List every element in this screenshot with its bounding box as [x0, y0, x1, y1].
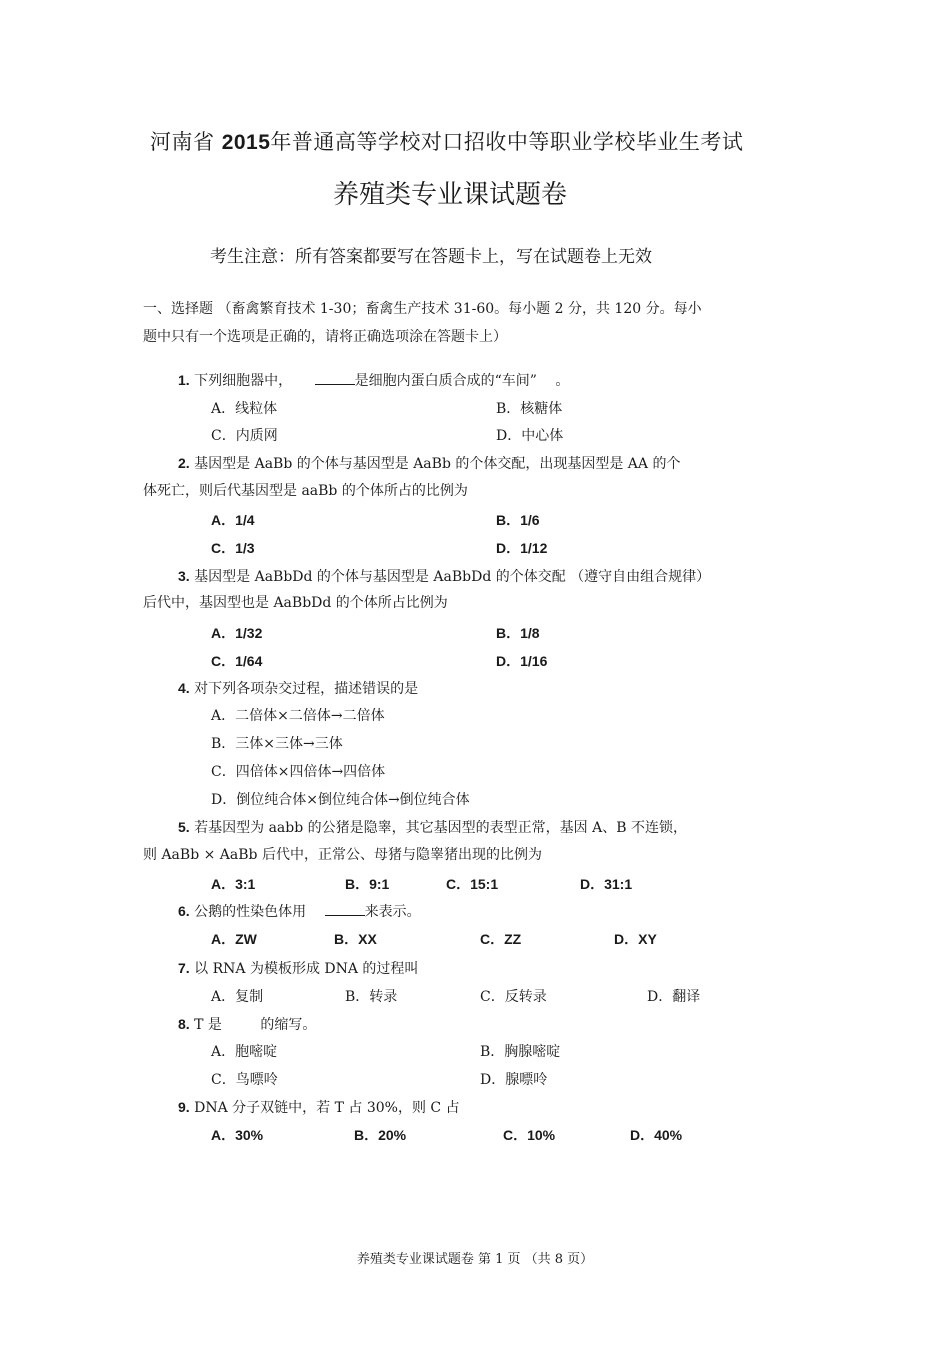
question-2-stem-line2: 体死亡，则后代基因型是 aaBb 的个体所占的比例为: [143, 483, 468, 499]
question-8-option-b: B．胸腺嘧啶: [480, 1044, 561, 1060]
question-9-stem: 9. DNA 分子双链中，若 T 占 30%，则 C 占: [178, 1099, 460, 1116]
question-1-option-d: D．中心体: [496, 428, 564, 444]
question-1-option-c: C．内质网: [211, 428, 278, 444]
question-6-option-c: C．ZZ: [480, 931, 522, 947]
question-3-option-a: A．1/32: [211, 625, 263, 641]
question-2-option-d: D．1/12: [496, 540, 548, 556]
question-6-option-a: A．ZW: [211, 931, 257, 947]
section-heading-line2: 题中只有一个选项是正确的，请将正确选项涂在答题卡上）: [143, 329, 507, 345]
answer-blank: [325, 903, 365, 916]
question-7-option-d: D．翻译: [647, 989, 701, 1005]
question-5-stem-line1: 5. 若基因型为 aabb 的公猪是隐睾，其它基因型的表型正常，基因 A、B 不连锁，: [178, 819, 687, 836]
question-2-option-c: C．1/3: [211, 540, 255, 556]
question-2-stem-line1: 2. 基因型是 AaBb 的个体与基因型是 AaBb 的个体交配，出现基因型是 AA 的个: [178, 455, 681, 472]
exam-subtitle: 养殖类专业课试题卷: [332, 180, 567, 210]
question-1-option-a: A．线粒体: [211, 401, 278, 417]
question-9-option-c: C．10%: [503, 1127, 556, 1143]
question-5-stem-line2: 则 AaBb × AaBb 后代中，正常公、母猪与隐睾猪出现的比例为: [143, 847, 542, 863]
question-7-option-a: A．复制: [211, 989, 264, 1005]
question-4-option-a: A．二倍体×二倍体→二倍体: [211, 708, 385, 724]
question-8-option-d: D．腺嘌呤: [480, 1072, 548, 1088]
question-1-option-b: B．核糖体: [496, 401, 563, 417]
page-footer: 养殖类专业课试题卷 第 1 页 （共 8 页）: [356, 1252, 594, 1267]
question-3-option-c: C．1/64: [211, 653, 263, 669]
question-7-stem: 7. 以 RNA 为模板形成 DNA 的过程叫: [178, 960, 419, 977]
question-5-option-a: A．3:1: [211, 876, 256, 892]
answer-blank: [315, 372, 355, 385]
question-3-stem-line1: 3. 基因型是 AaBbDd 的个体与基因型是 AaBbDd 的个体交配 （遵守自由组合规律）: [178, 568, 711, 585]
question-9-option-a: A．30%: [211, 1127, 264, 1143]
question-1-stem: 1. 下列细胞器中， 是细胞内蛋白质合成的“车间” 。: [178, 372, 570, 389]
section-heading-line1: 一、选择题 （畜禽繁育技术 1-30；畜禽生产技术 31-60。每小题 2 分，共 120 分。每小: [143, 301, 702, 317]
question-6-stem: 6. 公鹅的性染色体用 来表示。: [178, 903, 421, 920]
question-9-option-d: D．40%: [630, 1127, 683, 1143]
question-2-option-b: B．1/6: [496, 512, 540, 528]
question-8-option-a: A．胞嘧啶: [211, 1044, 278, 1060]
question-3-option-b: B．1/8: [496, 625, 540, 641]
exam-notice: 考生注意：所有答案都要写在答题卡上，写在试题卷上无效: [210, 247, 652, 267]
question-4-option-c: C．四倍体×四倍体→四倍体: [211, 764, 386, 780]
question-6-option-d: D．XY: [614, 931, 657, 947]
question-2-option-a: A．1/4: [211, 512, 255, 528]
question-5-option-b: B．9:1: [345, 876, 390, 892]
question-6-option-b: B．XX: [334, 931, 377, 947]
exam-title: 河南省 2015年普通高等学校对口招收中等职业学校毕业生考试: [150, 130, 744, 154]
question-7-option-c: C．反转录: [480, 989, 547, 1005]
question-4-stem: 4. 对下列各项杂交过程，描述错误的是: [178, 680, 419, 697]
question-4-option-b: B．三体×三体→三体: [211, 736, 343, 752]
question-3-stem-line2: 后代中，基因型也是 AaBbDd 的个体所占比例为: [143, 595, 448, 611]
question-3-option-d: D．1/16: [496, 653, 548, 669]
question-9-option-b: B．20%: [354, 1127, 407, 1143]
question-5-option-c: C．15:1: [446, 876, 499, 892]
question-4-option-d: D．倒位纯合体×倒位纯合体→倒位纯合体: [211, 792, 470, 808]
question-5-option-d: D．31:1: [580, 876, 633, 892]
question-7-option-b: B．转录: [345, 989, 398, 1005]
question-8-stem: 8. T 是 的缩写。: [178, 1016, 317, 1033]
question-8-option-c: C．鸟嘌呤: [211, 1072, 278, 1088]
